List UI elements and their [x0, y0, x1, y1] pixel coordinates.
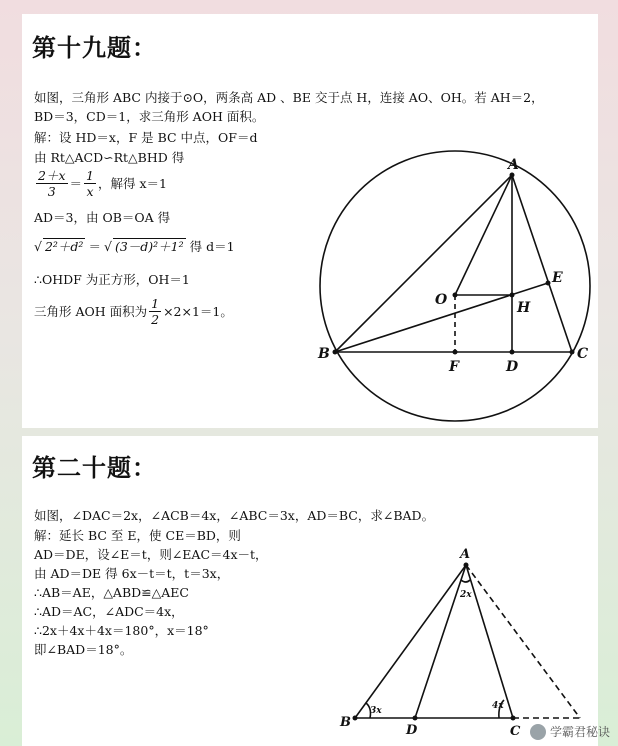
- angle-label-a: 2x: [460, 590, 472, 600]
- segment-ad: [415, 565, 466, 718]
- p20-solution-line-5: ∴AD＝AC，∠ADC＝4x，: [34, 604, 184, 619]
- side-ab: [355, 565, 466, 718]
- solution-fraction-equation: [34, 168, 167, 199]
- p20-solution-line-2: AD＝DE，设∠E＝t，则∠EAC＝4x－t，: [34, 547, 268, 562]
- watermark: [530, 723, 610, 740]
- radicand-right: (3－d)²＋1²: [114, 239, 184, 254]
- triangle-diagram: [330, 544, 598, 746]
- sqrt-symbol-left: √: [34, 238, 42, 254]
- wechat-icon: [530, 724, 546, 740]
- radical-result: 得 d＝1: [189, 238, 235, 254]
- equals-sign-2: ＝: [88, 238, 101, 254]
- p20-solution-line-6: ∴2x＋4x＋4x＝180°，x＝18°: [34, 623, 209, 638]
- solution-line-4: AD＝3，由 OB＝OA 得: [34, 210, 171, 225]
- radicand-left: 2²＋d²: [44, 239, 84, 254]
- problem-19-card: [22, 14, 598, 428]
- fraction-right: [84, 168, 96, 199]
- solution-line-2: 由 Rt△ACD∽Rt△BHD 得: [34, 150, 185, 165]
- fraction-left-denominator: 3: [47, 184, 56, 199]
- label-a: A: [460, 547, 471, 562]
- point-a: [510, 173, 515, 178]
- label-f: F: [449, 359, 459, 375]
- solution-radical-equation: [34, 238, 235, 255]
- half-denominator: 2: [151, 312, 160, 327]
- area-tail: ×2×1＝1。: [163, 303, 233, 319]
- circle-triangle-diagram: [312, 144, 598, 428]
- problem-19-statement-line-2: BD＝3，CD＝1，求三角形 AOH 面积。: [34, 109, 265, 124]
- label-c: C: [577, 346, 589, 362]
- point-d: [413, 716, 418, 721]
- side-ab: [335, 175, 512, 352]
- label-c: C: [510, 724, 521, 739]
- watermark-text: 学霸君秘诀: [549, 725, 610, 739]
- segment-ao: [455, 175, 512, 295]
- solution-line-6: ∴OHDF 为正方形，OH＝1: [34, 272, 190, 287]
- label-a: A: [508, 157, 519, 173]
- label-o: O: [435, 292, 448, 308]
- problem-20-statement: 如图，∠DAC＝2x，∠ACB＝4x，∠ABC＝3x，AD＝BC，求∠BAD。: [34, 508, 435, 523]
- label-e: E: [552, 270, 563, 286]
- problem-19-heading: 第十九题：: [32, 34, 157, 62]
- point-c: [511, 716, 516, 721]
- segment-ae-dashed: [466, 565, 580, 718]
- problem-20-card: [22, 436, 598, 746]
- point-d: [510, 350, 515, 355]
- label-d: D: [406, 723, 418, 738]
- angle-label-c: 4x: [492, 701, 504, 711]
- label-b: B: [318, 346, 330, 362]
- half-numerator: 1: [151, 296, 160, 311]
- problem-19-statement-line-1: 如图，三角形 ABC 内接于⊙O，两条高 AD 、BE 交于点 H，连接 AO、OH。若 AH＝2，: [34, 90, 544, 105]
- half-fraction: [149, 296, 161, 327]
- point-e: [546, 281, 551, 286]
- p20-solution-line-1: 解：延长 BC 至 E，使 CE＝BD，则: [34, 528, 241, 543]
- equals-sign: ＝: [69, 175, 83, 191]
- sqrt-symbol-right: √: [103, 238, 112, 254]
- p20-solution-line-4: ∴AB＝AE，△ABD≌△AEC: [34, 585, 189, 600]
- label-d: D: [506, 359, 519, 375]
- label-b: B: [340, 715, 351, 730]
- angle-arc-a: [461, 580, 470, 582]
- point-f: [453, 350, 458, 355]
- label-h: H: [517, 300, 531, 316]
- problem-20-heading: 第二十题：: [32, 454, 157, 482]
- area-head: 三角形 AOH 面积为: [34, 303, 148, 319]
- point-c: [570, 350, 575, 355]
- fraction-left-numerator: 2＋x: [38, 168, 66, 183]
- fraction-right-numerator: 1: [86, 168, 94, 183]
- point-o: [453, 293, 458, 298]
- fraction-left: [36, 168, 68, 199]
- point-b: [333, 350, 338, 355]
- point-b: [353, 716, 358, 721]
- side-ac: [466, 565, 513, 718]
- p20-solution-line-7: 即∠BAD＝18°。: [34, 642, 133, 657]
- solution-area-line: [34, 296, 233, 327]
- point-a: [464, 563, 469, 568]
- solve-result: ，解得 x＝1: [97, 175, 167, 191]
- solution-line-1: 解：设 HD＝x，F 是 BC 中点，OF＝d: [34, 130, 258, 145]
- side-ac: [512, 175, 572, 352]
- angle-label-b: 3x: [370, 706, 382, 716]
- point-h: [510, 293, 515, 298]
- p20-solution-line-3: 由 AD＝DE 得 6x－t＝t，t＝3x，: [34, 566, 230, 581]
- fraction-right-denominator: x: [86, 184, 94, 199]
